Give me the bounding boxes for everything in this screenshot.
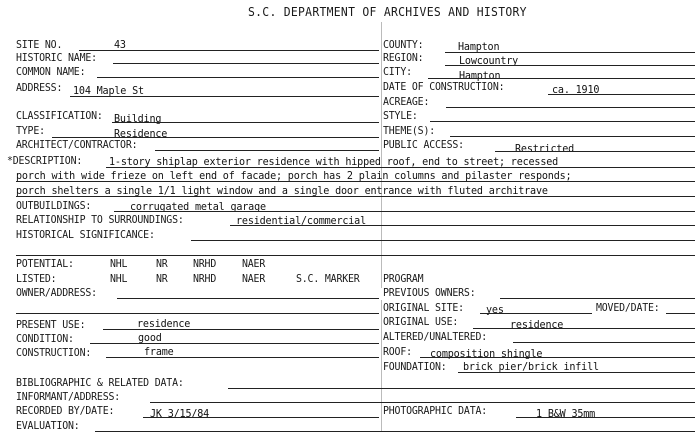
evaluation-label: EVALUATION: xyxy=(16,419,80,432)
county-value[interactable]: Hampton xyxy=(458,40,500,53)
potential-nrhd[interactable]: NRHD xyxy=(193,257,217,270)
region-line xyxy=(445,65,695,66)
architect-label: ARCHITECT/CONTRACTOR: xyxy=(16,138,138,151)
construction-line xyxy=(106,357,379,358)
potential-nr[interactable]: NR xyxy=(156,257,168,270)
common-name-label: COMMON NAME: xyxy=(16,65,86,78)
bibliographic-line[interactable] xyxy=(228,388,695,389)
present-use-line xyxy=(103,329,379,330)
original-site-value[interactable]: yes xyxy=(486,303,504,316)
themes-line[interactable] xyxy=(450,136,695,137)
bibliographic-label: BIBLIOGRAPHIC & RELATED DATA: xyxy=(16,376,184,389)
construction-value[interactable]: frame xyxy=(144,345,174,358)
architect-line[interactable] xyxy=(155,150,379,151)
owner-address-line-2[interactable] xyxy=(16,313,379,314)
listed-nhl[interactable]: NHL xyxy=(110,272,128,285)
historic-name-line[interactable] xyxy=(113,63,379,64)
photographic-value[interactable]: 1 B&W 35mm xyxy=(536,407,596,420)
moved-date-line[interactable] xyxy=(666,313,695,314)
outbuildings-value[interactable]: corrugated metal garage xyxy=(130,200,266,213)
relationship-line xyxy=(230,225,695,226)
potential-nhl[interactable]: NHL xyxy=(110,257,128,270)
city-label: CITY: xyxy=(383,65,412,78)
county-line xyxy=(445,52,695,53)
previous-owners-label: PREVIOUS OWNERS: xyxy=(383,286,476,299)
original-use-label: ORIGINAL USE: xyxy=(383,315,459,328)
column-divider-lower xyxy=(381,300,382,432)
altered-label: ALTERED/UNALTERED: xyxy=(383,330,488,343)
description-rule-3 xyxy=(16,196,695,197)
page-title: S.C. DEPARTMENT OF ARCHIVES AND HISTORY xyxy=(248,5,527,19)
date-line xyxy=(548,94,695,95)
classification-line xyxy=(112,122,379,123)
site-no-line xyxy=(79,50,379,51)
recorded-line xyxy=(143,417,379,418)
city-value[interactable]: Hampton xyxy=(459,69,501,82)
relationship-value[interactable]: residential/commercial xyxy=(236,214,366,227)
listed-sc-marker[interactable]: S.C. MARKER xyxy=(296,272,360,285)
previous-owners-line[interactable] xyxy=(500,298,695,299)
description-rule-1 xyxy=(106,167,695,168)
moved-date-label: MOVED/DATE: xyxy=(596,301,660,314)
outbuildings-label: OUTBUILDINGS: xyxy=(16,199,92,212)
description-rule-2 xyxy=(16,181,695,182)
photographic-line xyxy=(516,417,695,418)
site-no-label: SITE NO. xyxy=(16,38,63,51)
outbuildings-line xyxy=(114,211,695,212)
type-value[interactable]: Residence xyxy=(114,127,168,140)
roof-value[interactable]: composition shingle xyxy=(430,347,543,360)
address-line xyxy=(70,96,379,97)
photographic-label: PHOTOGRAPHIC DATA: xyxy=(383,404,488,417)
listed-naer[interactable]: NAER xyxy=(242,272,266,285)
region-label: REGION: xyxy=(383,51,424,64)
condition-label: CONDITION: xyxy=(16,332,74,345)
potential-naer[interactable]: NAER xyxy=(242,257,266,270)
foundation-value[interactable]: brick pier/brick infill xyxy=(463,360,599,373)
foundation-line xyxy=(458,372,695,373)
original-use-value[interactable]: residence xyxy=(510,318,564,331)
evaluation-line[interactable] xyxy=(95,431,695,432)
significance-line-2[interactable] xyxy=(16,255,695,256)
original-site-label: ORIGINAL SITE: xyxy=(383,301,464,314)
significance-label: HISTORICAL SIGNIFICANCE: xyxy=(16,228,155,241)
condition-line xyxy=(90,343,379,344)
owner-address-line[interactable] xyxy=(117,298,379,299)
acreage-line[interactable] xyxy=(446,107,695,108)
roof-label: ROOF: xyxy=(383,345,412,358)
construction-label: CONSTRUCTION: xyxy=(16,346,92,359)
type-label: TYPE: xyxy=(16,124,45,137)
description-line-3[interactable]: porch shelters a single 1/1 light window and a single door entrance with fluted architrave xyxy=(16,184,548,197)
informant-line[interactable] xyxy=(150,402,695,403)
present-use-value[interactable]: residence xyxy=(137,317,191,330)
listed-nrhd[interactable]: NRHD xyxy=(193,272,217,285)
date-label: DATE OF CONSTRUCTION: xyxy=(383,80,505,93)
classification-label: CLASSIFICATION: xyxy=(16,109,103,122)
address-value[interactable]: 104 Maple St xyxy=(73,84,144,97)
recorded-value[interactable]: JK 3/15/84 xyxy=(150,407,210,420)
original-site-line xyxy=(480,313,592,314)
address-label: ADDRESS: xyxy=(16,81,63,94)
site-no-value[interactable]: 43 xyxy=(114,38,126,51)
roof-line xyxy=(420,357,695,358)
date-value[interactable]: ca. 1910 xyxy=(552,83,600,96)
potential-label: POTENTIAL: xyxy=(16,257,74,270)
description-line-2[interactable]: porch with wide frieze on left end of facade; porch has 2 plain columns and pilaster responds; xyxy=(16,169,572,182)
style-label: STYLE: xyxy=(383,109,418,122)
common-name-line[interactable] xyxy=(97,77,379,78)
condition-value[interactable]: good xyxy=(138,331,162,344)
listed-nr[interactable]: NR xyxy=(156,272,168,285)
classification-value[interactable]: Building xyxy=(114,112,162,125)
original-use-line xyxy=(473,328,695,329)
public-access-line xyxy=(495,151,695,152)
listed-label: LISTED: xyxy=(16,272,57,285)
historic-name-label: HISTORIC NAME: xyxy=(16,51,97,64)
city-line xyxy=(428,78,695,79)
public-access-value[interactable]: Restricted xyxy=(515,142,575,155)
foundation-label: FOUNDATION: xyxy=(383,360,447,373)
description-line-1[interactable]: 1-story shiplap exterior residence with hipped roof, end to street; recessed xyxy=(109,155,559,168)
themes-label: THEME(S): xyxy=(383,124,436,137)
present-use-label: PRESENT USE: xyxy=(16,318,86,331)
owner-address-label: OWNER/ADDRESS: xyxy=(16,286,97,299)
significance-line[interactable] xyxy=(191,240,695,241)
style-line[interactable] xyxy=(430,121,695,122)
public-access-label: PUBLIC ACCESS: xyxy=(383,138,464,151)
informant-label: INFORMANT/ADDRESS: xyxy=(16,390,121,403)
region-value[interactable]: Lowcountry xyxy=(459,54,519,67)
relationship-label: RELATIONSHIP TO SURROUNDINGS: xyxy=(16,213,184,226)
county-label: COUNTY: xyxy=(383,38,424,51)
recorded-label: RECORDED BY/DATE: xyxy=(16,404,115,417)
acreage-label: ACREAGE: xyxy=(383,95,430,108)
description-label: *DESCRIPTION: xyxy=(7,154,83,167)
altered-line[interactable] xyxy=(513,342,695,343)
program-label: PROGRAM xyxy=(383,272,424,285)
